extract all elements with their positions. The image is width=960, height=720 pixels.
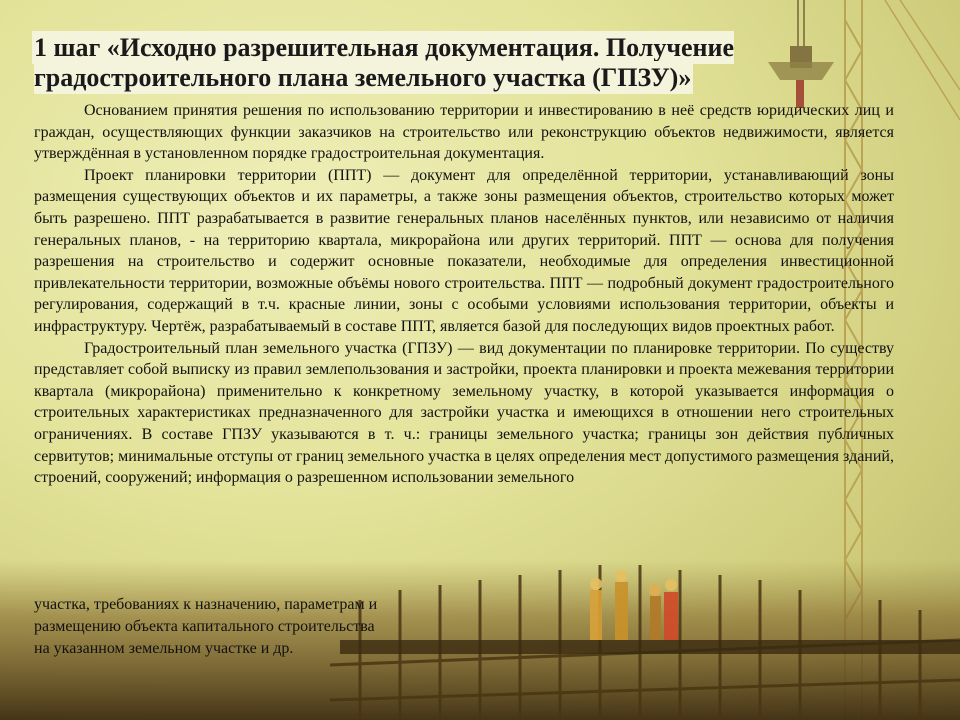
paragraph-2: Проект планировки территории (ППТ) — документ для определённой территории, устанавливающий зоны размещения существующих объектов и их параметры, а также зоны размещения объектов, строительство которых может быть разрешено. ППТ разрабатывается в развитие генеральных планов населённых пунктов, или независимо от наличия генеральных планов, - на территорию квартала, микрорайона или других территорий. ППТ — основа для получения разрешения на строительство и содержит основные показатели, необходимые для определения инвестиционной привлекательности территории, возможные объёмы нового строительства. ППТ — подробный документ градостроительного регулирования, содержащий в т.ч. красные линии, зоны с особыми условиями использования территории, объекты и инфраструктуру. Чертёж, разрабатываемый в составе ППТ, является базой для последующих видов проектных работ.	[34, 166, 894, 335]
tail-line-2: размещению объекта капитального строительства	[34, 618, 375, 635]
crane-hook	[768, 0, 834, 108]
slide-title	[34, 33, 764, 93]
body-text	[34, 100, 894, 489]
paragraph-1: Основанием принятия решения по использованию территории и инвестированию в неё средств юридических лиц и граждан, осуществляющих функции заказчиков на строительство или реконструкцию объектов недвижимости, является утверждённая в установленном порядке градостроительная документация.	[34, 102, 894, 163]
paragraph-3: Градостроительный план земельного участка (ГПЗУ) — вид документации по планировке территории. По существу представляет собой выписку из правил землепользования и застройки, проекта планировки и проекта межевания территории квартала (микрорайона) применительно к конкретному земельному участку, в которой указывается информация о строительных характеристиках предназначенного для застройки участка и имеющихся в отношении него строительных ограничениях. В составе ГПЗУ указываются в т. ч.: границы земельного участка; границы зон действия публичных сервитутов; минимальные отступы от границ земельного участка в целях определения мест допустимого размещения зданий, строений, сооружений; информация о разрешенном использовании земельного	[34, 339, 894, 487]
tail-line-3: на указанном земельном участке и др.	[34, 640, 294, 657]
slide-title-text: 1 шаг «Исходно разрешительная документация. Получение градостроительного плана земельного участка (ГПЗУ)»	[34, 33, 735, 92]
tail-line-1: участка, требованиях к назначению, параметрам и	[34, 596, 378, 613]
